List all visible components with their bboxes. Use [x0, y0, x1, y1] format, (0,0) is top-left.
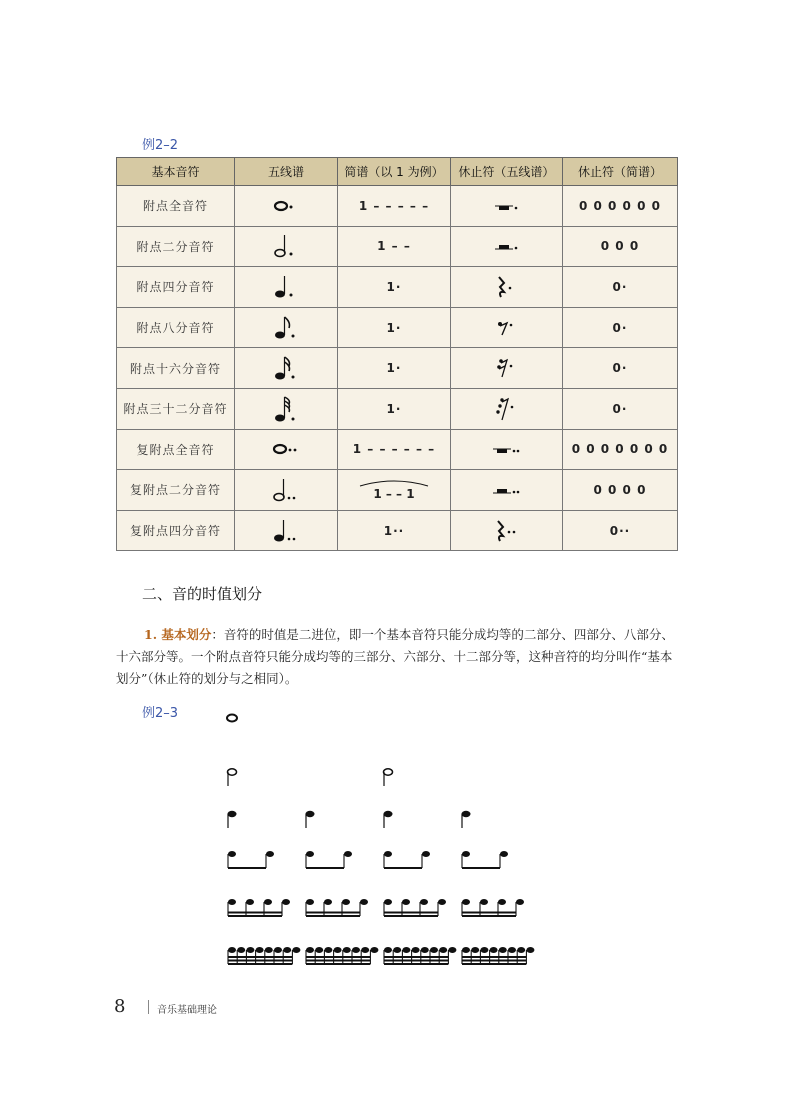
sixteenth-notes-row	[228, 899, 524, 916]
rest-jianpu-value: 0 0 0 0	[562, 470, 677, 511]
note-name: 附点全音符	[117, 186, 235, 227]
header-rest-jianpu: 休止符（简谱）	[562, 158, 677, 186]
table-row	[117, 348, 678, 389]
rest-jianpu-value: 0 0 0 0 0 0	[562, 186, 677, 227]
note-name: 附点十六分音符	[117, 348, 235, 389]
rest-jianpu-value: 0··	[562, 510, 677, 551]
jianpu-value: 1·	[338, 307, 451, 348]
note-name: 附点三十二分音符	[117, 388, 235, 429]
thirty-second-notes-row	[228, 947, 534, 964]
rhythm-division-diagram	[220, 706, 550, 976]
dotted-sixteenth-note-icon	[234, 348, 337, 389]
table-row	[117, 510, 678, 551]
whole-note-icon	[227, 715, 237, 722]
double-dotted-quarter-note-icon	[234, 510, 337, 551]
section-heading: 二、音的时值划分	[142, 585, 263, 603]
table-row	[117, 470, 678, 511]
book-title: 音乐基础理论	[157, 1005, 217, 1016]
double-dotted-whole-note-icon	[234, 429, 337, 470]
dotted-thirty-second-note-icon	[234, 388, 337, 429]
example-label-2-3: 例2–3	[142, 706, 179, 721]
paragraph-body: ：音符的时值是二进位，即一个基本音符只能分成均等的二部分、四部分、八部分、十六部分等。一个附点音符只能分成均等的三部分、六部分、十二部分等，这种音符的均分叫作“基本划分”（休止符的划分与之相同）。	[116, 627, 674, 686]
jianpu-value: 1·	[338, 348, 451, 389]
example-label-2-2: 例2–2	[142, 138, 179, 153]
paragraph-basic-division	[116, 624, 684, 690]
header-staff: 五线谱	[234, 158, 337, 186]
rest-jianpu-value: 0·	[562, 267, 677, 308]
note-name: 复附点全音符	[117, 429, 235, 470]
jianpu-value: 1·	[338, 267, 451, 308]
jianpu-value: 1 – – – – –	[338, 186, 451, 227]
jianpu-value: 1 – – – – – –	[338, 429, 451, 470]
dotted-quarter-note-icon	[234, 267, 337, 308]
table-row	[117, 186, 678, 227]
table-row	[117, 429, 678, 470]
note-value-table	[116, 157, 678, 551]
header-rest-staff: 休止符（五线谱）	[450, 158, 562, 186]
header-basic-note: 基本音符	[117, 158, 235, 186]
rest-jianpu-value: 0·	[562, 388, 677, 429]
table-row	[117, 226, 678, 267]
rest-jianpu-value: 0·	[562, 307, 677, 348]
jianpu-value: 1·	[338, 388, 451, 429]
jianpu-value: 1 – –	[338, 226, 451, 267]
rest-jianpu-value: 0 0 0	[562, 226, 677, 267]
quarter-notes-row	[228, 811, 471, 828]
dotted-eighth-note-icon	[234, 307, 337, 348]
jianpu-value: 1 – – 1	[373, 486, 415, 501]
double-dotted-half-note-icon	[234, 470, 337, 511]
dotted-sixteenth-rest-icon	[450, 348, 562, 389]
footer-divider	[148, 1000, 149, 1014]
dotted-eighth-rest-icon	[450, 307, 562, 348]
dotted-quarter-rest-icon	[450, 267, 562, 308]
jianpu-value: 1··	[338, 510, 451, 551]
note-name: 附点八分音符	[117, 307, 235, 348]
double-dotted-half-rest-icon	[450, 470, 562, 511]
dotted-half-rest-icon	[450, 226, 562, 267]
table-row	[117, 307, 678, 348]
note-name: 复附点四分音符	[117, 510, 235, 551]
rest-jianpu-value: 0·	[562, 348, 677, 389]
header-jianpu: 简谱（以 1 为例）	[338, 158, 451, 186]
dotted-thirty-second-rest-icon	[450, 388, 562, 429]
note-name: 复附点二分音符	[117, 470, 235, 511]
half-notes-row	[228, 769, 393, 786]
note-name: 附点二分音符	[117, 226, 235, 267]
double-dotted-quarter-rest-icon	[450, 510, 562, 551]
note-name: 附点四分音符	[117, 267, 235, 308]
table-row	[117, 267, 678, 308]
dotted-whole-rest-icon	[450, 186, 562, 227]
dotted-half-note-icon	[234, 226, 337, 267]
double-dotted-whole-rest-icon	[450, 429, 562, 470]
term-basic-division: 1. 基本划分	[144, 627, 212, 642]
jianpu-tied-value	[338, 470, 451, 511]
table-row	[117, 388, 678, 429]
rest-jianpu-value: 0 0 0 0 0 0 0	[562, 429, 677, 470]
table-header-row	[117, 158, 678, 186]
dotted-whole-note-icon	[234, 186, 337, 227]
page-number: 8	[114, 996, 126, 1017]
eighth-notes-row	[228, 851, 508, 868]
